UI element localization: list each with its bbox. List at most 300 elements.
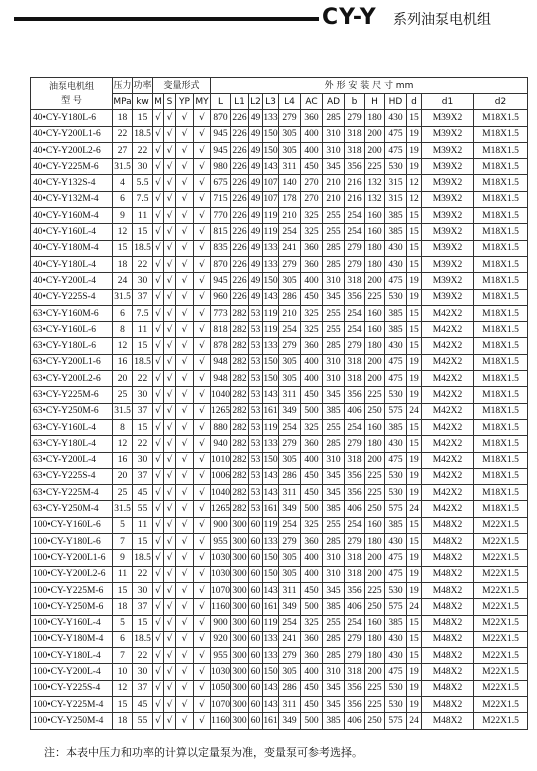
dim-l-cell: 948: [211, 371, 231, 387]
check-my-cell: √: [194, 566, 211, 582]
dim-ac-cell: 450: [301, 696, 323, 712]
dim-ad-cell: 285: [323, 338, 345, 354]
check-m-cell: √: [153, 305, 164, 321]
check-m-cell: √: [153, 696, 164, 712]
dim-ac-cell: 400: [301, 664, 323, 680]
dim-h-cell: 160: [365, 305, 385, 321]
dim-l4-cell: 311: [279, 387, 301, 403]
dim-ac-cell: 500: [301, 501, 323, 517]
check-m-cell: √: [153, 713, 164, 729]
dim-b-cell: 279: [345, 648, 365, 664]
dim-d1-cell: M48X2: [422, 615, 474, 631]
power-cell: 7.5: [133, 305, 153, 321]
dim-l1-cell: 226: [231, 175, 249, 191]
dim-l-cell: 1040: [211, 387, 231, 403]
power-header: 功率: [133, 78, 153, 94]
dim-l3-cell: 107: [263, 175, 279, 191]
dim-l-cell: 870: [211, 256, 231, 272]
model-cell: 63•CY-Y180L-4: [31, 436, 113, 452]
model-cell: 63•CY-Y250M-6: [31, 403, 113, 419]
table-row: [31, 436, 528, 452]
dim-d2-cell: M18X1.5: [474, 159, 528, 175]
dim-d1-cell: M42X2: [422, 501, 474, 517]
dim-d-cell: 19: [407, 485, 422, 501]
check-s-cell: √: [164, 256, 176, 272]
dim-l3-cell: 150: [263, 273, 279, 289]
dim-l1-cell: 282: [231, 387, 249, 403]
check-yp-cell: √: [176, 126, 194, 142]
dim-ac-cell: 360: [301, 648, 323, 664]
pressure-cell: 20: [113, 371, 133, 387]
dim-l2-cell: 53: [249, 403, 263, 419]
table-row: [31, 680, 528, 696]
check-my-cell: √: [194, 110, 211, 126]
table-row: [31, 110, 528, 126]
dim-ac-cell: 325: [301, 517, 323, 533]
table-row: [31, 240, 528, 256]
dim-l-cell: 1265: [211, 501, 231, 517]
pressure-cell: 6: [113, 305, 133, 321]
table-row: [31, 273, 528, 289]
power-cell: 18.5: [133, 550, 153, 566]
check-s-cell: √: [164, 387, 176, 403]
dim-h-cell: 180: [365, 256, 385, 272]
dim-ac-cell: 325: [301, 615, 323, 631]
dim-l-cell: 1070: [211, 582, 231, 598]
power-cell: 55: [133, 501, 153, 517]
dim-ad-cell: 385: [323, 713, 345, 729]
pressure-cell: 12: [113, 338, 133, 354]
check-s-cell: √: [164, 126, 176, 142]
dim-h-cell: 160: [365, 224, 385, 240]
dim-ad-cell: 345: [323, 289, 345, 305]
pressure-unit: MPa: [113, 94, 133, 110]
dim-l-cell: 1030: [211, 566, 231, 582]
check-s-cell: √: [164, 648, 176, 664]
check-s-cell: √: [164, 142, 176, 158]
dim-l1-cell: 300: [231, 615, 249, 631]
power-cell: 30: [133, 664, 153, 680]
dim-d2-cell: M18X1.5: [474, 452, 528, 468]
table-row: [31, 501, 528, 517]
check-yp-cell: √: [176, 550, 194, 566]
table-row: [31, 696, 528, 712]
model-cell: 100•CY-Y160L-6: [31, 517, 113, 533]
check-yp-cell: √: [176, 517, 194, 533]
series-subtitle: 系列油泵电机组: [393, 12, 491, 28]
dim-d1-cell: M42X2: [422, 436, 474, 452]
dim-l1-cell: 300: [231, 696, 249, 712]
dim-d1-cell: M48X2: [422, 648, 474, 664]
dim-ac-cell: 325: [301, 419, 323, 435]
dim-ad-cell: 345: [323, 159, 345, 175]
check-s-cell: √: [164, 534, 176, 550]
check-yp-cell: √: [176, 566, 194, 582]
dim-ad-cell: 255: [323, 419, 345, 435]
dim-d-cell: 19: [407, 566, 422, 582]
dim-hd-cell: 475: [385, 550, 407, 566]
dim-d-cell: 19: [407, 680, 422, 696]
table-row: [31, 615, 528, 631]
power-unit: kw: [133, 94, 153, 110]
dim-l2-cell: 49: [249, 240, 263, 256]
dim-d-cell: 15: [407, 224, 422, 240]
dim-ad-cell: 345: [323, 468, 345, 484]
dim-l2-cell: 53: [249, 501, 263, 517]
model-cell: 100•CY-Y200L2-6: [31, 566, 113, 582]
dim-hd-cell: 385: [385, 208, 407, 224]
model-cell: 100•CY-Y160L-4: [31, 615, 113, 631]
dim-l2-cell: 60: [249, 680, 263, 696]
check-yp-cell: √: [176, 305, 194, 321]
check-m-cell: √: [153, 436, 164, 452]
check-s-cell: √: [164, 436, 176, 452]
table-row: [31, 713, 528, 729]
dim-ac-cell: 400: [301, 273, 323, 289]
dim-ad-cell: 310: [323, 371, 345, 387]
dim-ad-cell: 310: [323, 550, 345, 566]
pressure-header: 压力: [113, 78, 133, 94]
dim-h-cell: 200: [365, 566, 385, 582]
pressure-cell: 6: [113, 191, 133, 207]
dim-h-cell: 250: [365, 403, 385, 419]
title-bar: [0, 0, 537, 34]
dim-d1-cell: M39X2: [422, 159, 474, 175]
pressure-cell: 25: [113, 387, 133, 403]
dim-hd-cell: 430: [385, 631, 407, 647]
check-my-cell: √: [194, 419, 211, 435]
dim-ad-cell: 285: [323, 534, 345, 550]
dim-l-cell: 773: [211, 305, 231, 321]
check-m-cell: √: [153, 664, 164, 680]
check-my-cell: √: [194, 664, 211, 680]
pressure-cell: 15: [113, 696, 133, 712]
check-my-cell: √: [194, 142, 211, 158]
check-yp-cell: √: [176, 159, 194, 175]
dim-l-cell: 940: [211, 436, 231, 452]
pressure-cell: 25: [113, 485, 133, 501]
dim-col-b: b: [345, 94, 365, 110]
dim-l1-cell: 300: [231, 599, 249, 615]
dim-col-l1: L1: [231, 94, 249, 110]
dim-h-cell: 225: [365, 159, 385, 175]
dim-hd-cell: 430: [385, 534, 407, 550]
model-header-line1: 油泵电机组: [48, 81, 94, 92]
dim-b-cell: 318: [345, 664, 365, 680]
pressure-cell: 12: [113, 436, 133, 452]
model-cell: 63•CY-Y200L-4: [31, 452, 113, 468]
pressure-cell: 18: [113, 599, 133, 615]
dim-hd-cell: 430: [385, 256, 407, 272]
dim-d-cell: 12: [407, 175, 422, 191]
dim-h-cell: 200: [365, 371, 385, 387]
check-m-cell: √: [153, 322, 164, 338]
dim-d2-cell: M18X1.5: [474, 191, 528, 207]
dim-d1-cell: M48X2: [422, 566, 474, 582]
dim-d2-cell: M18X1.5: [474, 485, 528, 501]
model-cell: 40•CY-Y200L-4: [31, 273, 113, 289]
model-cell: 40•CY-Y180M-4: [31, 240, 113, 256]
dim-l1-cell: 300: [231, 713, 249, 729]
dim-h-cell: 225: [365, 289, 385, 305]
model-cell: 63•CY-Y250M-4: [31, 501, 113, 517]
dim-h-cell: 180: [365, 338, 385, 354]
pressure-cell: 6: [113, 631, 133, 647]
dim-ad-cell: 310: [323, 273, 345, 289]
pressure-cell: 31.5: [113, 501, 133, 517]
dim-l-cell: 980: [211, 159, 231, 175]
dim-d-cell: 19: [407, 452, 422, 468]
table-row: [31, 322, 528, 338]
check-m-cell: √: [153, 354, 164, 370]
dim-d2-cell: M22X1.5: [474, 599, 528, 615]
dim-d1-cell: M42X2: [422, 452, 474, 468]
dim-d-cell: 19: [407, 142, 422, 158]
model-cell: 100•CY-Y250M-6: [31, 599, 113, 615]
power-cell: 18.5: [133, 354, 153, 370]
dim-ad-cell: 255: [323, 517, 345, 533]
dim-l3-cell: 107: [263, 191, 279, 207]
pressure-cell: 4: [113, 175, 133, 191]
dim-l2-cell: 49: [249, 126, 263, 142]
model-header: [31, 78, 113, 110]
dim-l1-cell: 282: [231, 371, 249, 387]
model-cell: 100•CY-Y225S-4: [31, 680, 113, 696]
dim-l2-cell: 49: [249, 142, 263, 158]
power-cell: 15: [133, 338, 153, 354]
dim-l4-cell: 286: [279, 468, 301, 484]
dim-ac-cell: 450: [301, 582, 323, 598]
check-my-cell: √: [194, 240, 211, 256]
dim-ad-cell: 285: [323, 436, 345, 452]
dim-hd-cell: 530: [385, 582, 407, 598]
dim-b-cell: 279: [345, 436, 365, 452]
check-my-cell: √: [194, 305, 211, 321]
dim-l3-cell: 119: [263, 322, 279, 338]
dim-l2-cell: 49: [249, 191, 263, 207]
dim-hd-cell: 475: [385, 452, 407, 468]
dim-d-cell: 19: [407, 354, 422, 370]
dim-l-cell: 948: [211, 354, 231, 370]
dim-d-cell: 24: [407, 403, 422, 419]
dim-ad-cell: 255: [323, 305, 345, 321]
dim-d2-cell: M18X1.5: [474, 403, 528, 419]
dim-l4-cell: 279: [279, 338, 301, 354]
dim-l4-cell: 279: [279, 534, 301, 550]
dim-d1-cell: M42X2: [422, 387, 474, 403]
dim-d1-cell: M42X2: [422, 354, 474, 370]
dim-l4-cell: 254: [279, 224, 301, 240]
check-my-cell: √: [194, 648, 211, 664]
dim-d-cell: 15: [407, 436, 422, 452]
table-row: [31, 191, 528, 207]
dim-l1-cell: 300: [231, 534, 249, 550]
dim-hd-cell: 475: [385, 142, 407, 158]
dim-l4-cell: 254: [279, 615, 301, 631]
dim-l-cell: 1070: [211, 696, 231, 712]
dim-l4-cell: 349: [279, 403, 301, 419]
table-row: [31, 338, 528, 354]
dim-l2-cell: 53: [249, 338, 263, 354]
dim-ad-cell: 345: [323, 387, 345, 403]
check-my-cell: √: [194, 485, 211, 501]
dim-d1-cell: M39X2: [422, 175, 474, 191]
dim-l1-cell: 226: [231, 159, 249, 175]
power-cell: 15: [133, 615, 153, 631]
dim-d1-cell: M42X2: [422, 371, 474, 387]
dim-d1-cell: M42X2: [422, 322, 474, 338]
dim-h-cell: 160: [365, 419, 385, 435]
check-s-cell: √: [164, 615, 176, 631]
model-cell: 100•CY-Y225M-6: [31, 582, 113, 598]
check-s-cell: √: [164, 517, 176, 533]
dim-col-d1: d1: [422, 94, 474, 110]
check-my-cell: √: [194, 208, 211, 224]
dim-d2-cell: M18X1.5: [474, 175, 528, 191]
dim-b-cell: 254: [345, 419, 365, 435]
dim-l1-cell: 282: [231, 403, 249, 419]
dim-col-ac: AC: [301, 94, 323, 110]
dim-hd-cell: 530: [385, 159, 407, 175]
dim-d2-cell: M18X1.5: [474, 110, 528, 126]
power-cell: 30: [133, 452, 153, 468]
dim-l2-cell: 60: [249, 534, 263, 550]
dim-l3-cell: 133: [263, 631, 279, 647]
check-yp-cell: √: [176, 534, 194, 550]
dim-l2-cell: 60: [249, 615, 263, 631]
dim-hd-cell: 475: [385, 126, 407, 142]
dim-b-cell: 216: [345, 175, 365, 191]
dim-hd-cell: 430: [385, 648, 407, 664]
dim-col-d: d: [407, 94, 422, 110]
check-my-cell: √: [194, 354, 211, 370]
power-cell: 5.5: [133, 175, 153, 191]
dim-l4-cell: 305: [279, 452, 301, 468]
dim-col-l3: L3: [263, 94, 279, 110]
dim-l2-cell: 53: [249, 452, 263, 468]
dim-d-cell: 19: [407, 582, 422, 598]
dim-hd-cell: 530: [385, 485, 407, 501]
dim-d2-cell: M18X1.5: [474, 305, 528, 321]
dim-l2-cell: 53: [249, 419, 263, 435]
dim-d2-cell: M18X1.5: [474, 387, 528, 403]
dim-b-cell: 318: [345, 566, 365, 582]
dim-l3-cell: 119: [263, 517, 279, 533]
check-my-cell: √: [194, 517, 211, 533]
power-cell: 18.5: [133, 240, 153, 256]
check-yp-cell: √: [176, 371, 194, 387]
dim-l2-cell: 53: [249, 468, 263, 484]
dim-l4-cell: 279: [279, 110, 301, 126]
dim-d-cell: 19: [407, 289, 422, 305]
dim-l-cell: 945: [211, 126, 231, 142]
dim-hd-cell: 315: [385, 191, 407, 207]
model-cell: 40•CY-Y160M-4: [31, 208, 113, 224]
dim-l2-cell: 60: [249, 631, 263, 647]
dim-ac-cell: 450: [301, 485, 323, 501]
dim-l-cell: 870: [211, 110, 231, 126]
dim-h-cell: 160: [365, 517, 385, 533]
dim-d1-cell: M42X2: [422, 403, 474, 419]
check-s-cell: √: [164, 322, 176, 338]
dim-d2-cell: M18X1.5: [474, 338, 528, 354]
dim-b-cell: 279: [345, 110, 365, 126]
dim-l-cell: 715: [211, 191, 231, 207]
dim-l1-cell: 300: [231, 517, 249, 533]
check-my-cell: √: [194, 615, 211, 631]
dim-l-cell: 900: [211, 517, 231, 533]
table-row: [31, 289, 528, 305]
dim-b-cell: 279: [345, 631, 365, 647]
check-yp-cell: √: [176, 208, 194, 224]
dim-h-cell: 200: [365, 664, 385, 680]
check-m-cell: √: [153, 110, 164, 126]
dim-ad-cell: 385: [323, 403, 345, 419]
dim-ad-cell: 345: [323, 485, 345, 501]
dim-ad-cell: 210: [323, 175, 345, 191]
dim-l1-cell: 300: [231, 680, 249, 696]
dim-l3-cell: 150: [263, 664, 279, 680]
dim-d-cell: 15: [407, 534, 422, 550]
power-cell: 37: [133, 599, 153, 615]
pressure-cell: 7: [113, 534, 133, 550]
check-my-cell: √: [194, 338, 211, 354]
model-cell: 63•CY-Y200L2-6: [31, 371, 113, 387]
dim-col-ad: AD: [323, 94, 345, 110]
check-m-cell: √: [153, 371, 164, 387]
dim-d-cell: 15: [407, 110, 422, 126]
dim-d1-cell: M48X2: [422, 534, 474, 550]
dim-ad-cell: 210: [323, 191, 345, 207]
dim-l-cell: 920: [211, 631, 231, 647]
dim-d2-cell: M18X1.5: [474, 501, 528, 517]
dim-b-cell: 279: [345, 534, 365, 550]
dim-l3-cell: 133: [263, 240, 279, 256]
dim-l1-cell: 282: [231, 501, 249, 517]
dim-b-cell: 356: [345, 159, 365, 175]
dim-h-cell: 225: [365, 680, 385, 696]
dim-d-cell: 15: [407, 419, 422, 435]
check-yp-cell: √: [176, 142, 194, 158]
dim-l1-cell: 226: [231, 224, 249, 240]
check-s-cell: √: [164, 485, 176, 501]
check-my-cell: √: [194, 550, 211, 566]
dim-col-hd: HD: [385, 94, 407, 110]
check-m-cell: √: [153, 501, 164, 517]
dim-l2-cell: 53: [249, 485, 263, 501]
dim-d-cell: 15: [407, 631, 422, 647]
model-cell: 63•CY-Y225M-4: [31, 485, 113, 501]
check-yp-cell: √: [176, 680, 194, 696]
check-my-cell: √: [194, 289, 211, 305]
check-m-cell: √: [153, 615, 164, 631]
dim-ac-cell: 360: [301, 338, 323, 354]
dim-d1-cell: M48X2: [422, 713, 474, 729]
table-row: [31, 403, 528, 419]
variable-col-s: S: [164, 94, 176, 110]
check-yp-cell: √: [176, 664, 194, 680]
dim-l3-cell: 119: [263, 208, 279, 224]
check-m-cell: √: [153, 631, 164, 647]
dim-ac-cell: 500: [301, 599, 323, 615]
dim-ac-cell: 400: [301, 566, 323, 582]
dim-d2-cell: M22X1.5: [474, 517, 528, 533]
check-m-cell: √: [153, 142, 164, 158]
check-my-cell: √: [194, 371, 211, 387]
dim-d-cell: 19: [407, 468, 422, 484]
dim-l1-cell: 282: [231, 419, 249, 435]
dim-b-cell: 279: [345, 256, 365, 272]
